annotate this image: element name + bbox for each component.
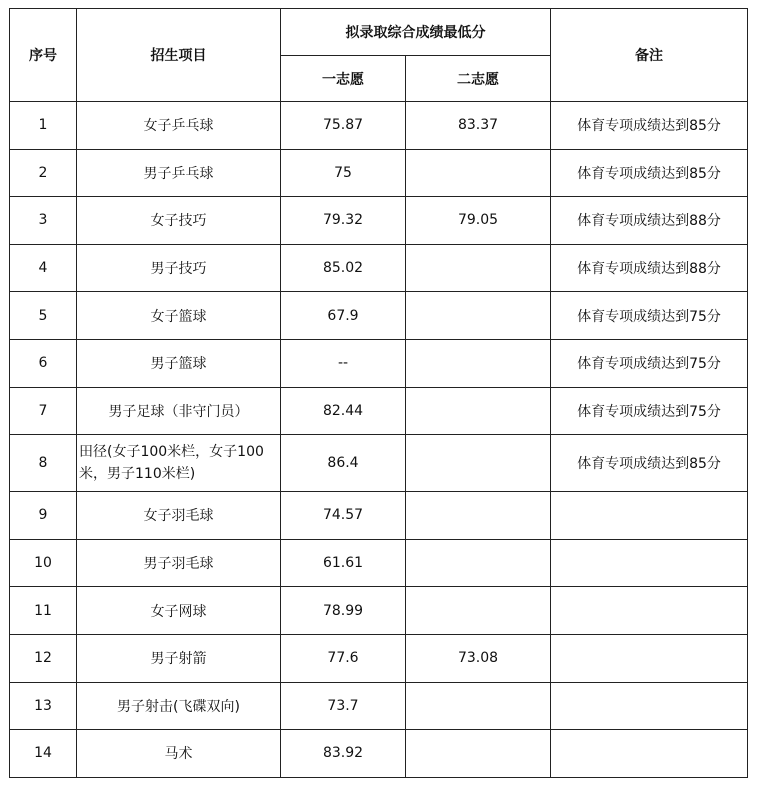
cell-seq: 12 <box>10 634 77 682</box>
cell-project: 男子乒乓球 <box>77 149 281 197</box>
cell-note: 体育专项成绩达到75分 <box>551 387 748 435</box>
cell-first-choice: 73.7 <box>281 682 406 730</box>
cell-seq: 9 <box>10 492 77 540</box>
admission-score-table <box>9 8 748 778</box>
cell-note: 体育专项成绩达到88分 <box>551 244 748 292</box>
table-row <box>10 730 748 778</box>
cell-project: 女子乒乓球 <box>77 102 281 150</box>
table-row <box>10 492 748 540</box>
cell-note <box>551 587 748 635</box>
cell-first-choice: 79.32 <box>281 197 406 245</box>
cell-second-choice <box>406 292 551 340</box>
header-first-choice: 一志愿 <box>281 56 406 102</box>
cell-note <box>551 730 748 778</box>
cell-second-choice <box>406 492 551 540</box>
table-row <box>10 197 748 245</box>
header-second-choice: 二志愿 <box>406 56 551 102</box>
cell-project: 男子足球（非守门员） <box>77 387 281 435</box>
cell-first-choice: 83.92 <box>281 730 406 778</box>
cell-seq: 2 <box>10 149 77 197</box>
header-note: 备注 <box>551 9 748 102</box>
cell-note <box>551 492 748 540</box>
table-row <box>10 339 748 387</box>
cell-first-choice: -- <box>281 339 406 387</box>
header-seq: 序号 <box>10 9 77 102</box>
cell-seq: 1 <box>10 102 77 150</box>
cell-second-choice: 83.37 <box>406 102 551 150</box>
table-row <box>10 149 748 197</box>
cell-first-choice: 75.87 <box>281 102 406 150</box>
cell-project: 男子射箭 <box>77 634 281 682</box>
cell-project: 女子网球 <box>77 587 281 635</box>
cell-seq: 8 <box>10 435 77 492</box>
cell-note: 体育专项成绩达到85分 <box>551 435 748 492</box>
table-row <box>10 539 748 587</box>
cell-project: 女子技巧 <box>77 197 281 245</box>
table-row <box>10 587 748 635</box>
cell-first-choice: 61.61 <box>281 539 406 587</box>
cell-first-choice: 86.4 <box>281 435 406 492</box>
cell-seq: 11 <box>10 587 77 635</box>
cell-second-choice <box>406 587 551 635</box>
cell-project: 女子羽毛球 <box>77 492 281 540</box>
cell-second-choice <box>406 435 551 492</box>
cell-second-choice <box>406 682 551 730</box>
cell-project: 男子技巧 <box>77 244 281 292</box>
cell-note: 体育专项成绩达到85分 <box>551 149 748 197</box>
cell-seq: 5 <box>10 292 77 340</box>
cell-seq: 14 <box>10 730 77 778</box>
cell-project: 田径(女子100米栏，女子100米，男子110米栏) <box>77 435 281 492</box>
cell-note: 体育专项成绩达到75分 <box>551 292 748 340</box>
cell-first-choice: 67.9 <box>281 292 406 340</box>
cell-second-choice <box>406 339 551 387</box>
cell-second-choice <box>406 149 551 197</box>
table-row <box>10 435 748 492</box>
cell-project: 男子射击(飞碟双向) <box>77 682 281 730</box>
cell-note: 体育专项成绩达到75分 <box>551 339 748 387</box>
cell-first-choice: 75 <box>281 149 406 197</box>
cell-project: 男子羽毛球 <box>77 539 281 587</box>
cell-second-choice: 73.08 <box>406 634 551 682</box>
cell-second-choice <box>406 244 551 292</box>
table-row <box>10 244 748 292</box>
cell-seq: 7 <box>10 387 77 435</box>
table-body <box>10 102 748 778</box>
cell-second-choice <box>406 387 551 435</box>
cell-project: 男子篮球 <box>77 339 281 387</box>
cell-seq: 4 <box>10 244 77 292</box>
cell-first-choice: 78.99 <box>281 587 406 635</box>
cell-first-choice: 82.44 <box>281 387 406 435</box>
header-project: 招生项目 <box>77 9 281 102</box>
cell-note: 体育专项成绩达到88分 <box>551 197 748 245</box>
cell-seq: 13 <box>10 682 77 730</box>
cell-seq: 10 <box>10 539 77 587</box>
table-row <box>10 292 748 340</box>
cell-second-choice <box>406 539 551 587</box>
cell-second-choice: 79.05 <box>406 197 551 245</box>
header-score-group: 拟录取综合成绩最低分 <box>281 9 551 56</box>
cell-seq: 3 <box>10 197 77 245</box>
cell-note <box>551 682 748 730</box>
cell-second-choice <box>406 730 551 778</box>
cell-project: 马术 <box>77 730 281 778</box>
table-row <box>10 387 748 435</box>
cell-first-choice: 77.6 <box>281 634 406 682</box>
table-row <box>10 682 748 730</box>
cell-note <box>551 634 748 682</box>
cell-note <box>551 539 748 587</box>
cell-project: 女子篮球 <box>77 292 281 340</box>
table-row <box>10 634 748 682</box>
cell-seq: 6 <box>10 339 77 387</box>
cell-first-choice: 85.02 <box>281 244 406 292</box>
cell-note: 体育专项成绩达到85分 <box>551 102 748 150</box>
table-row <box>10 102 748 150</box>
cell-first-choice: 74.57 <box>281 492 406 540</box>
